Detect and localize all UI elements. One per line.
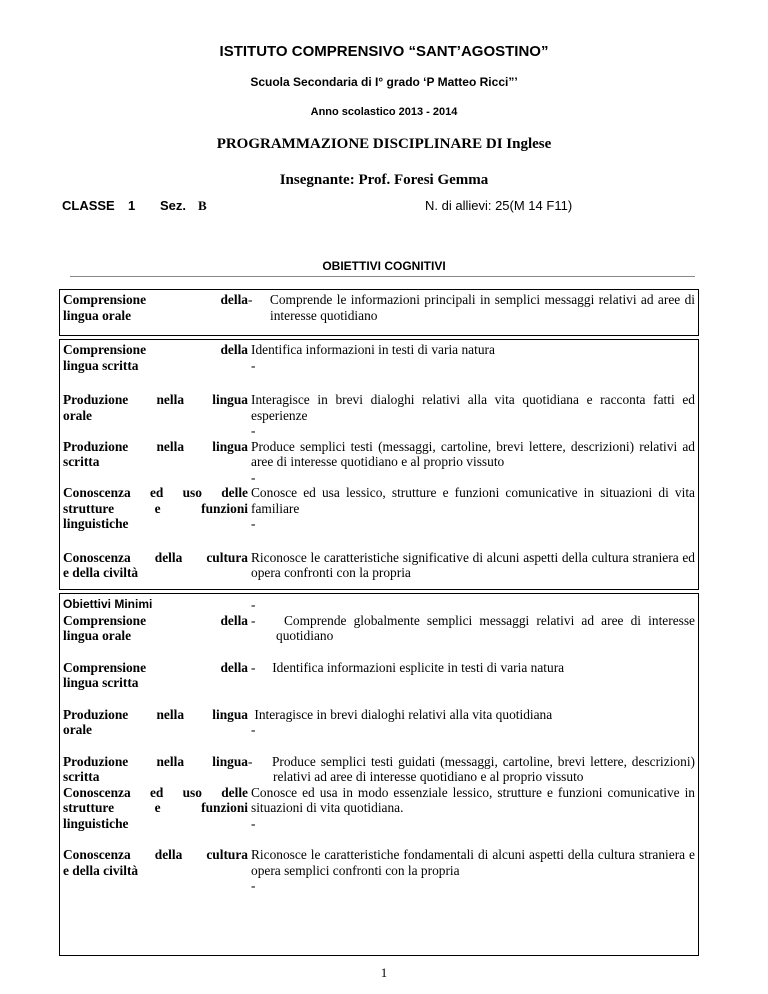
objective-text: Interagisce in brevi dialoghi relativi alla vita quotidiana e racconta fatti ed esperienze - — [251, 392, 695, 438]
page-number: 1 — [380, 965, 388, 980]
class-line — [62, 198, 207, 214]
minimi-text: - - Comprende globalmente semplici messaggi relativi ad aree di interesse quotidiano — [251, 597, 695, 643]
minimi-label: Comprensione della lingua scritta — [63, 659, 248, 690]
classe-label: CLASSE — [62, 198, 115, 213]
section-title: OBIETTIVI COGNITIVI — [322, 259, 446, 273]
objective-label: Produzione nella lingua orale — [63, 392, 248, 423]
objective-label: Comprensione della lingua orale — [63, 292, 248, 323]
minimi-text: - Identifica informazioni esplicite in testi di varia natura — [251, 659, 565, 675]
minimi-text: - Produce semplici testi guidati (messaggi, cartoline, brevi lettere, descrizioni) relativi ad aree di interesse quotidiano e al proprio vissuto — [248, 753, 696, 784]
objective-label: Comprensione della lingua scritta — [63, 342, 248, 373]
allievi-count: N. di allievi: 25(M 14 F11) — [425, 198, 573, 213]
sez-label: Sez. — [160, 198, 187, 213]
objective-text: Produce semplici testi (messaggi, cartoline, brevi lettere, descrizioni) relativi ad aree di interesse quotidiano e al proprio vissuto - — [251, 438, 695, 485]
objective-text: - Comprende le informazioni principali in semplici messaggi relativi ad aree di interesse quotidiano — [248, 292, 695, 323]
minimi-text: Conosce ed usa in modo essenziale lessico, strutture e funzioni comunicative in situazioni di vita quotidiana. - — [251, 784, 695, 831]
institute-title: ISTITUTO COMPRENSIVO “SANT’AGOSTINO” — [219, 43, 549, 60]
program-title: PROGRAMMAZIONE DISCIPLINARE DI Inglese — [216, 136, 552, 152]
objective-label: Conoscenza ed uso delle strutture e funzioni linguistiche — [63, 485, 248, 531]
section-divider — [70, 276, 695, 277]
minimi-box — [59, 593, 699, 956]
minimi-label: Produzione nella lingua scritta — [63, 753, 248, 784]
objective-box-2 — [59, 339, 699, 590]
objective-text: Conosce ed usa lessico, strutture e funzioni comunicative in situazioni di vita familiare - — [251, 485, 695, 531]
objective-label: Conoscenza della cultura e della civiltà — [63, 549, 248, 580]
minimi-label: Conoscenza ed uso delle strutture e funzioni linguistiche — [63, 784, 248, 831]
classe-value: 1 — [128, 198, 136, 213]
minimi-label: Obiettivi Minimi Comprensione della lingua orale — [63, 597, 248, 643]
school-year: Anno scolastico 2013 - 2014 — [310, 106, 458, 118]
minimi-label: Produzione nella lingua orale — [63, 706, 248, 737]
sez-value: B — [198, 198, 207, 213]
teacher-name: Insegnante: Prof. Foresi Gemma — [279, 172, 489, 188]
minimi-text: Interagisce in brevi dialoghi relativi alla vita quotidiana - — [251, 706, 553, 737]
objective-box-1 — [59, 289, 699, 336]
objective-text: Identifica informazioni in testi di varia natura - — [251, 342, 495, 373]
minimi-label: Conoscenza della cultura e della civiltà — [63, 847, 248, 878]
minimi-title: Obiettivi Minimi — [63, 597, 153, 611]
objective-text: Riconosce le caratteristiche significative di alcuni aspetti della cultura straniera ed opera confronti con la propria — [251, 549, 695, 580]
school-name: Scuola Secondaria di I° grado ‘P Matteo Ricci”’ — [250, 75, 518, 89]
minimi-text: Riconosce le caratteristiche fondamentali di alcuni aspetti della cultura straniera e opera semplici confronti con la propria - — [251, 847, 695, 893]
objective-label: Produzione nella lingua scritta — [63, 438, 248, 469]
